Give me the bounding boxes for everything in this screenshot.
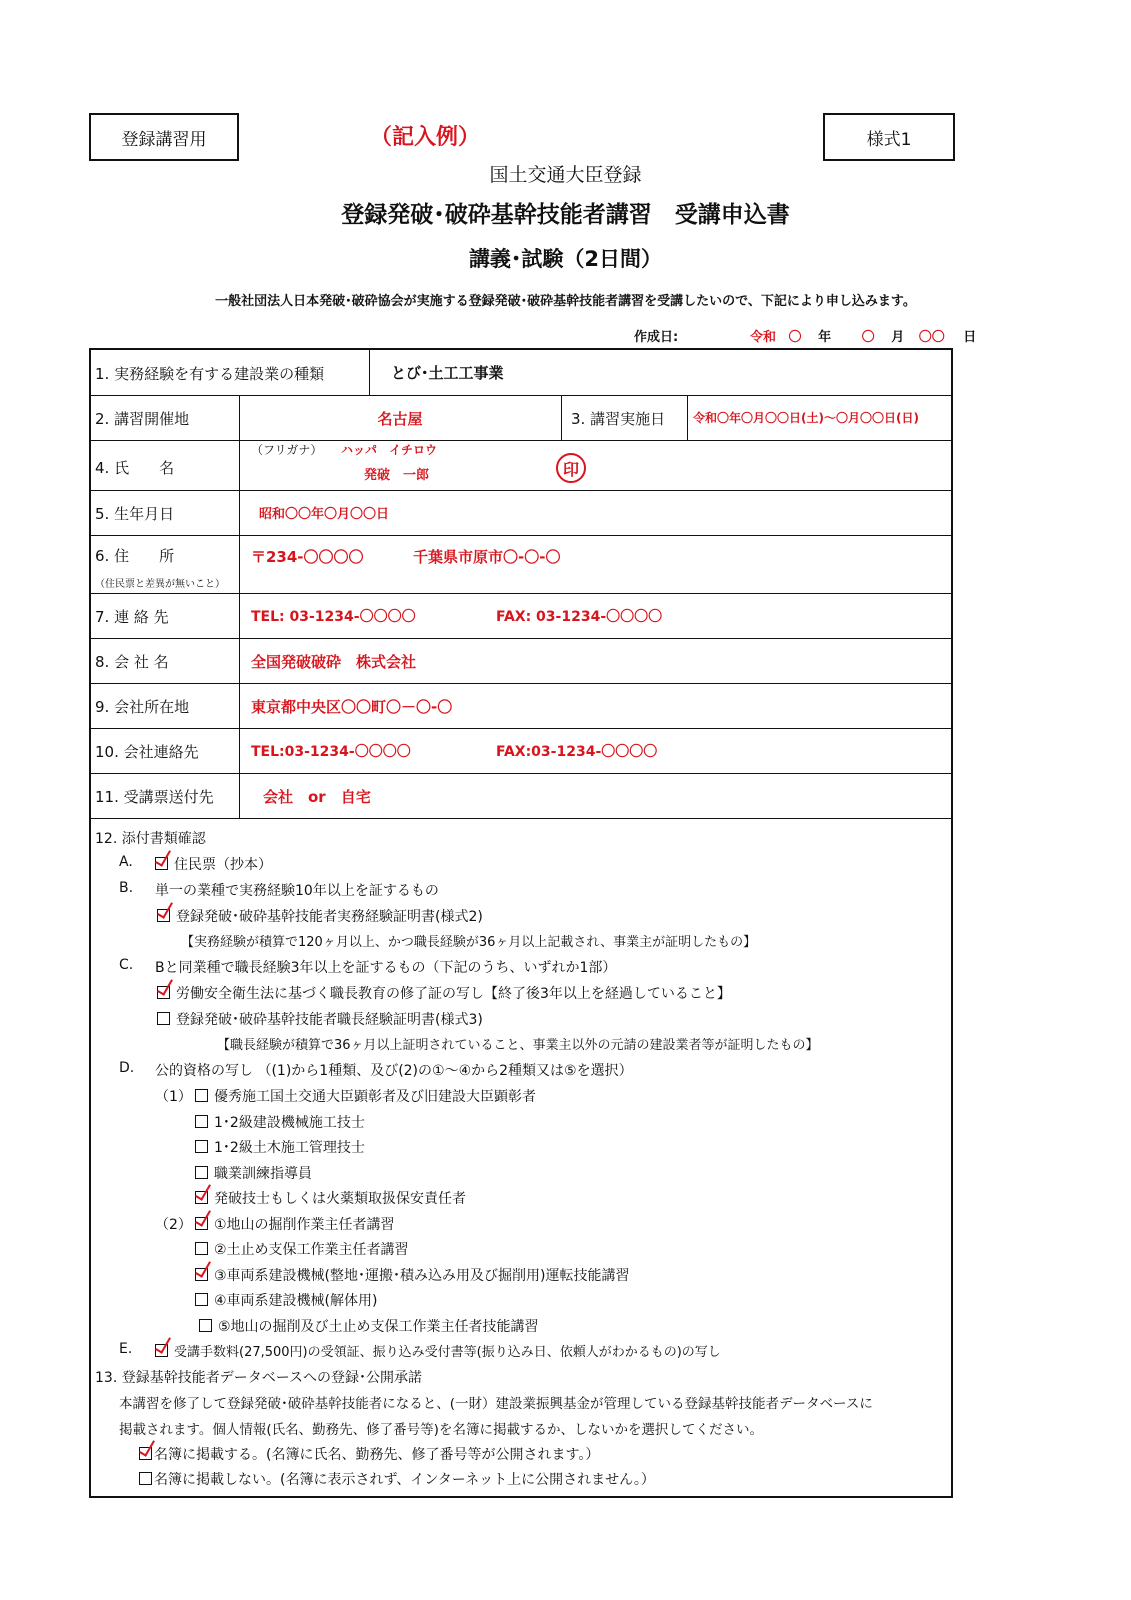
qualification-1-1-text: 優秀施工国土交通大臣顕彰者及び旧建設大臣顕彰者 xyxy=(214,1089,536,1105)
course-date-label: 3. 講習実施日 xyxy=(571,410,666,428)
form-usage-label: 登録講習用 xyxy=(121,129,207,150)
name-value: 発破 一郎 xyxy=(364,468,430,483)
page-title: 登録発破･破砕基幹技能者講習 受講申込書 xyxy=(341,202,790,228)
qualification-2-1 xyxy=(195,1214,395,1234)
attachment-a-letter: A. xyxy=(119,854,133,870)
qualification-2-3-checkbox[interactable] xyxy=(195,1268,208,1281)
date-month: 〇 xyxy=(861,330,875,345)
date-year-unit: 年 xyxy=(818,330,832,345)
date-label: 作成日: xyxy=(634,330,679,345)
database-line-1: 本講習を修了して登録発破･破砕基幹技能者になると、(一財）建設業振興基金が管理している登録基幹技能者データベースに xyxy=(119,1396,873,1412)
company-contact-fax: FAX:03-1234-〇〇〇〇 xyxy=(496,744,658,760)
publish-checkbox[interactable] xyxy=(139,1447,152,1460)
qualification-2-4 xyxy=(195,1290,377,1310)
qualification-2-1-text: ①地山の掘削作業主任者講習 xyxy=(214,1217,395,1233)
attachment-b-letter: B. xyxy=(119,880,134,896)
date-year: 〇 xyxy=(788,330,802,345)
row-contact xyxy=(91,593,951,639)
qualification-1-1 xyxy=(195,1086,536,1106)
address-value: 千葉県市原市〇-〇-〇 xyxy=(413,548,561,566)
no-publish-option-text: 名簿に掲載しない。(名簿に表示されず、インターネット上に公開されません。） xyxy=(154,1472,655,1488)
address-label: 6. 住 所 xyxy=(95,547,175,565)
database-line-2: 掲載されます。個人情報(氏名、勤務先、修了番号等)を名簿に掲載するか、しないかを選択してください。 xyxy=(119,1422,763,1438)
contact-tel: TEL: 03-1234-〇〇〇〇 xyxy=(251,609,416,625)
form-number-label: 様式1 xyxy=(866,129,912,150)
attachment-e-text: 受講手数料(27,500円)の受領証、振り込み受付書等(振り込み日、依頼人がわかるもの)の写し xyxy=(174,1345,721,1360)
qualification-1-2 xyxy=(195,1112,365,1132)
qualification-1-4 xyxy=(195,1163,312,1183)
qualification-1-1-checkbox[interactable] xyxy=(195,1089,208,1102)
qualification-1-3-text: 1･2級土木施工管理技士 xyxy=(214,1140,365,1156)
qualification-2-5 xyxy=(199,1316,539,1336)
form-usage-box xyxy=(89,113,239,161)
attachment-c1-text: 労働安全衛生法に基づく職長教育の修了証の写し【終了後3年以上を経過していること】 xyxy=(176,986,731,1002)
ticket-destination-value: 会社 or 自宅 xyxy=(263,788,371,806)
example-mark: （記入例） xyxy=(370,125,481,150)
attachment-a xyxy=(155,854,272,874)
venue-value: 名古屋 xyxy=(377,410,423,428)
attachment-e-letter: E. xyxy=(119,1341,133,1357)
birthdate-value: 昭和〇〇年〇月〇〇日 xyxy=(259,507,390,522)
company-address-value: 東京都中央区〇〇町〇－〇-〇 xyxy=(251,698,453,716)
row-address xyxy=(91,535,951,594)
qualification-2-5-text: ⑤地山の掘削及び土止め支保工作業主任者技能講習 xyxy=(218,1319,539,1335)
ministry-registration: 国土交通大臣登録 xyxy=(489,164,642,186)
qualification-1-5 xyxy=(195,1188,466,1208)
industry-type-value: とび･土工工事業 xyxy=(391,364,504,382)
qualification-2-2-checkbox[interactable] xyxy=(195,1242,208,1255)
attachment-c-item1 xyxy=(157,983,731,1003)
qualification-2-2 xyxy=(195,1239,409,1259)
attachments-heading: 12. 添付書類確認 xyxy=(95,831,206,847)
attachment-e-checkbox[interactable] xyxy=(155,1344,168,1357)
publish-option-text: 名簿に掲載する。(名簿に氏名、勤務先、修了番号等が公開されます。） xyxy=(154,1447,600,1463)
venue-label: 2. 講習開催地 xyxy=(95,410,190,428)
address-note: （住民票と差異が無いこと） xyxy=(95,579,225,590)
contact-label: 7. 連 絡 先 xyxy=(95,608,169,626)
course-date-value: 令和〇年〇月〇〇日(土)～〇月〇〇日(日) xyxy=(693,411,919,425)
attachment-b-item-text: 登録発破･破砕基幹技能者実務経験証明書(様式2) xyxy=(176,909,483,925)
row-company-contact xyxy=(91,728,951,774)
attachment-c-item2 xyxy=(157,1009,483,1029)
date-day: 〇〇 xyxy=(918,330,945,345)
company-name-label: 8. 会 社 名 xyxy=(95,653,169,671)
qualification-group-1-label: （1） xyxy=(155,1089,192,1105)
no-publish-checkbox[interactable] xyxy=(139,1472,152,1485)
attachment-b-note: 【実務経験が積算で120ヶ月以上、かつ職長経験が36ヶ月以上記載され、事業主が証明したもの】 xyxy=(181,935,757,950)
row-birthdate xyxy=(91,490,951,536)
attachment-d-text: 公的資格の写し （(1)から1種類、及び(2)の①～④から2種類又は⑤を選択） xyxy=(155,1063,633,1079)
database-heading: 13. 登録基幹技能者データベースへの登録･公開承諾 xyxy=(95,1370,423,1386)
date-day-unit: 日 xyxy=(963,330,977,345)
attachment-b-text: 単一の業種で実務経験10年以上を証するもの xyxy=(155,883,439,899)
qualification-1-4-text: 職業訓練指導員 xyxy=(214,1166,312,1182)
application-table xyxy=(89,348,953,1498)
company-contact-label: 10. 会社連絡先 xyxy=(95,743,199,761)
qualification-2-3-text: ③車両系建設機械(整地･運搬･積み込み用及び掘削用)運転技能講習 xyxy=(214,1268,630,1284)
qualification-1-3-checkbox[interactable] xyxy=(195,1140,208,1153)
ticket-destination-label: 11. 受講票送付先 xyxy=(95,788,214,806)
row-company-name xyxy=(91,638,951,684)
furigana-label: （フリガナ） xyxy=(251,443,323,457)
row-ticket-destination xyxy=(91,773,951,819)
row-name xyxy=(91,440,951,491)
attachment-c2-text: 登録発破･破砕基幹技能者職長経験証明書(様式3) xyxy=(176,1012,483,1028)
company-contact-tel: TEL:03-1234-〇〇〇〇 xyxy=(251,744,411,760)
row-venue-date xyxy=(91,395,951,441)
attachment-d-letter: D. xyxy=(119,1060,135,1076)
database-option-publish xyxy=(139,1444,599,1464)
database-option-no-publish xyxy=(139,1469,655,1489)
qualification-group-2-label: （2） xyxy=(155,1217,192,1233)
qualification-2-5-checkbox[interactable] xyxy=(199,1319,212,1332)
qualification-2-2-text: ②土止め支保工作業主任者講習 xyxy=(214,1242,409,1258)
industry-type-label: 1. 実務経験を有する建設業の種類 xyxy=(95,365,325,383)
company-address-label: 9. 会社所在地 xyxy=(95,698,190,716)
qualification-2-1-checkbox[interactable] xyxy=(195,1217,208,1230)
attachment-a-checkbox[interactable] xyxy=(155,857,168,870)
qualification-1-5-text: 発破技士もしくは火薬類取扱保安責任者 xyxy=(214,1191,466,1207)
row-industry-type xyxy=(91,350,951,396)
contact-fax: FAX: 03-1234-〇〇〇〇 xyxy=(496,609,663,625)
attachment-c1-checkbox[interactable] xyxy=(157,986,170,999)
row-company-address xyxy=(91,683,951,729)
attachment-c-text: Bと同業種で職長経験3年以上を証するもの（下記のうち、いずれか1部） xyxy=(155,960,617,976)
date-era: 令和 xyxy=(750,330,777,345)
qualification-2-4-text: ④車両系建設機械(解体用) xyxy=(214,1293,378,1309)
seal-stamp: 印 xyxy=(556,453,586,483)
attachment-c-letter: C. xyxy=(119,957,134,973)
qualification-2-4-checkbox[interactable] xyxy=(195,1293,208,1306)
qualification-1-3 xyxy=(195,1137,365,1157)
qualification-1-2-text: 1･2級建設機械施工技士 xyxy=(214,1115,365,1131)
intro-text: 一般社団法人日本発破･破砕協会が実施する登録発破･破砕基幹技能者講習を受講したいので、下記により申し込みます。 xyxy=(215,294,916,309)
form-number-box xyxy=(823,113,955,161)
attachment-e xyxy=(155,1341,721,1360)
company-name-value: 全国発破破砕 株式会社 xyxy=(251,653,417,671)
qualification-1-5-checkbox[interactable] xyxy=(195,1191,208,1204)
attachment-b-item xyxy=(157,906,483,926)
attachment-a-text: 住民票（抄本） xyxy=(174,857,272,873)
birthdate-label: 5. 生年月日 xyxy=(95,505,175,523)
attachment-c2-checkbox[interactable] xyxy=(157,1012,170,1025)
qualification-1-4-checkbox[interactable] xyxy=(195,1166,208,1179)
page-subtitle: 講義･試験（2日間） xyxy=(468,247,663,271)
date-values xyxy=(750,326,976,345)
qualification-1-2-checkbox[interactable] xyxy=(195,1115,208,1128)
date-month-unit: 月 xyxy=(891,330,905,345)
furigana-value: ハッパ イチロウ xyxy=(341,443,438,457)
attachment-b-checkbox[interactable] xyxy=(157,909,170,922)
name-label: 4. 氏 名 xyxy=(95,459,175,477)
qualification-2-3 xyxy=(195,1265,629,1285)
postal-code: 〒234-〇〇〇〇 xyxy=(251,548,364,566)
attachment-c-note: 【職長経験が積算で36ヶ月以上証明されていること、事業主以外の元請の建設業者等が証明したもの】 xyxy=(217,1038,819,1053)
